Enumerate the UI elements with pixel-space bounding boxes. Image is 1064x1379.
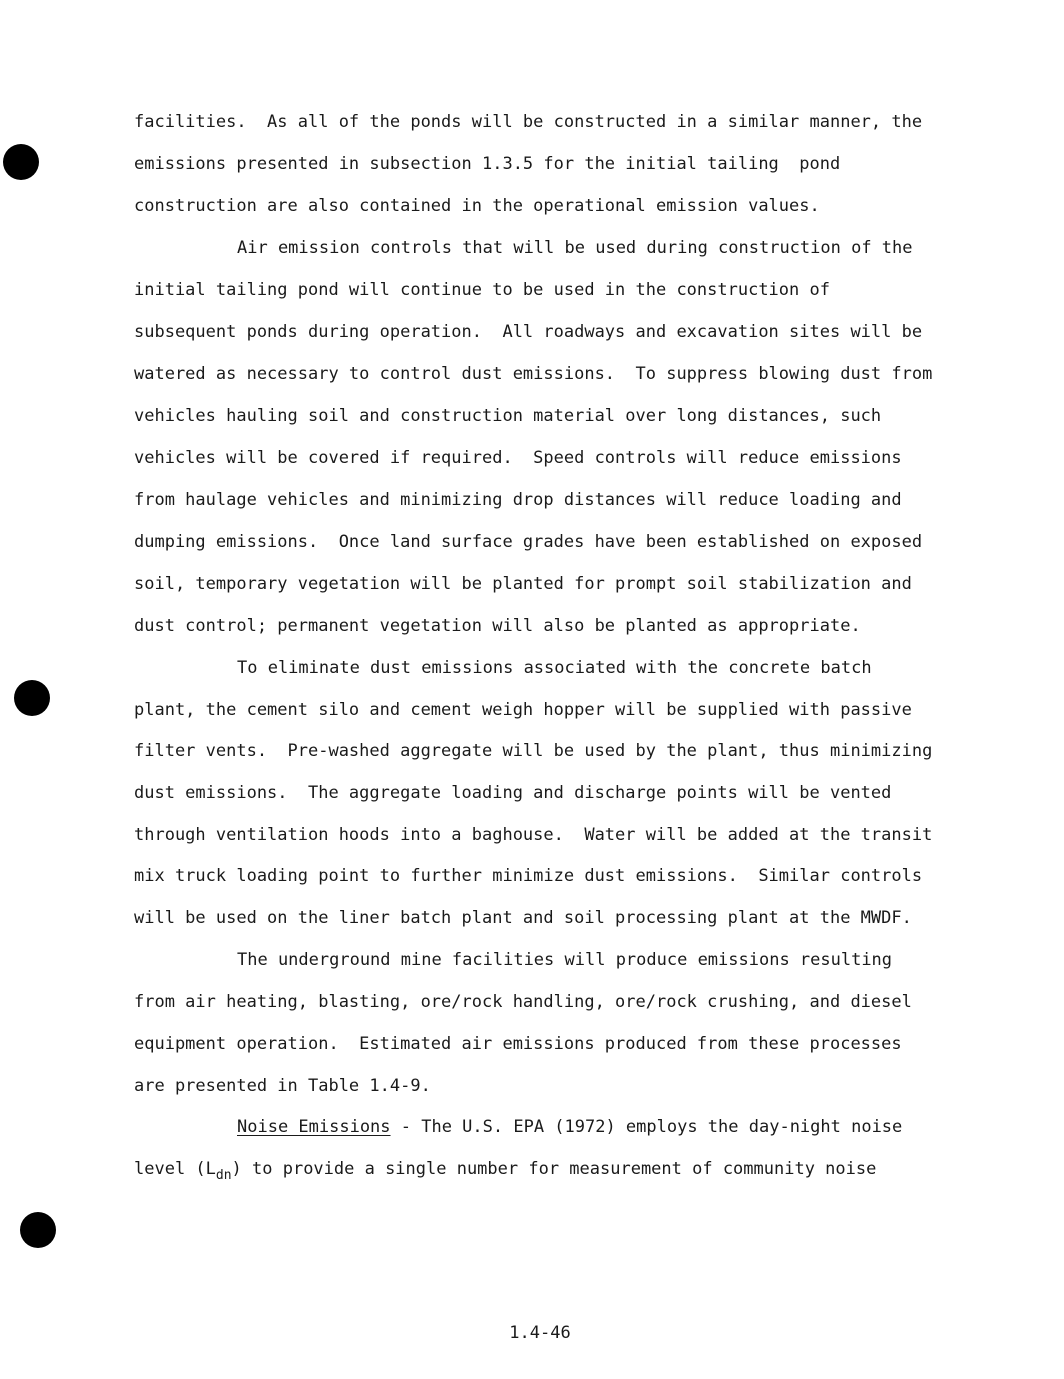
punch-hole-icon <box>3 144 39 180</box>
text-line <box>237 1117 902 1137</box>
text-line: from haulage vehicles and minimizing drop distances will reduce loading and <box>134 490 902 510</box>
text-line: dumping emissions. Once land surface grades have been established on exposed <box>134 532 923 552</box>
text-fragment: ) to provide a single number for measurement of community noise <box>231 1159 877 1179</box>
text-line: initial tailing pond will continue to be used in the construction of <box>134 280 830 300</box>
text-line: Air emission controls that will be used during construction of the <box>237 238 913 258</box>
text-line: filter vents. Pre-washed aggregate will be used by the plant, thus minimizing <box>134 741 933 761</box>
text-line: mix truck loading point to further minimize dust emissions. Similar controls <box>134 866 923 886</box>
text-line: from air heating, blasting, ore/rock handling, ore/rock crushing, and diesel <box>134 992 912 1012</box>
text-line: emissions presented in subsection 1.3.5 for the initial tailing pond <box>134 154 841 174</box>
punch-hole-icon <box>14 680 50 716</box>
text-line: vehicles hauling soil and construction material over long distances, such <box>134 406 882 426</box>
punch-hole-icon <box>20 1212 56 1248</box>
page-number: 1.4-46 <box>509 1323 571 1343</box>
text-line: vehicles will be covered if required. Speed controls will reduce emissions <box>134 448 902 468</box>
text-line: The underground mine facilities will produce emissions resulting <box>237 950 893 970</box>
text-line: dust control; permanent vegetation will also be planted as appropriate. <box>134 616 861 636</box>
text-line: dust emissions. The aggregate loading and discharge points will be vented <box>134 783 892 803</box>
section-heading: Noise Emissions <box>237 1117 391 1137</box>
subscript: dn <box>215 1168 232 1183</box>
text-fragment: level (L <box>134 1159 216 1179</box>
text-line: through ventilation hoods into a baghouse. Water will be added at the transit <box>134 825 933 845</box>
text-line <box>134 1159 876 1181</box>
text-line: watered as necessary to control dust emissions. To suppress blowing dust from <box>134 364 933 384</box>
text-fragment: - The U.S. EPA (1972) employs the day-night noise <box>390 1117 903 1137</box>
text-line: equipment operation. Estimated air emissions produced from these processes <box>134 1034 902 1054</box>
text-line: are presented in Table 1.4-9. <box>134 1076 431 1096</box>
text-line: facilities. As all of the ponds will be constructed in a similar manner, the <box>134 112 923 132</box>
text-line: To eliminate dust emissions associated with the concrete batch <box>237 658 872 678</box>
text-line: construction are also contained in the operational emission values. <box>134 196 820 216</box>
text-line: subsequent ponds during operation. All roadways and excavation sites will be <box>134 322 923 342</box>
text-line: plant, the cement silo and cement weigh hopper will be supplied with passive <box>134 700 912 720</box>
text-line: will be used on the liner batch plant and soil processing plant at the MWDF. <box>134 908 912 928</box>
text-line: soil, temporary vegetation will be planted for prompt soil stabilization and <box>134 574 912 594</box>
